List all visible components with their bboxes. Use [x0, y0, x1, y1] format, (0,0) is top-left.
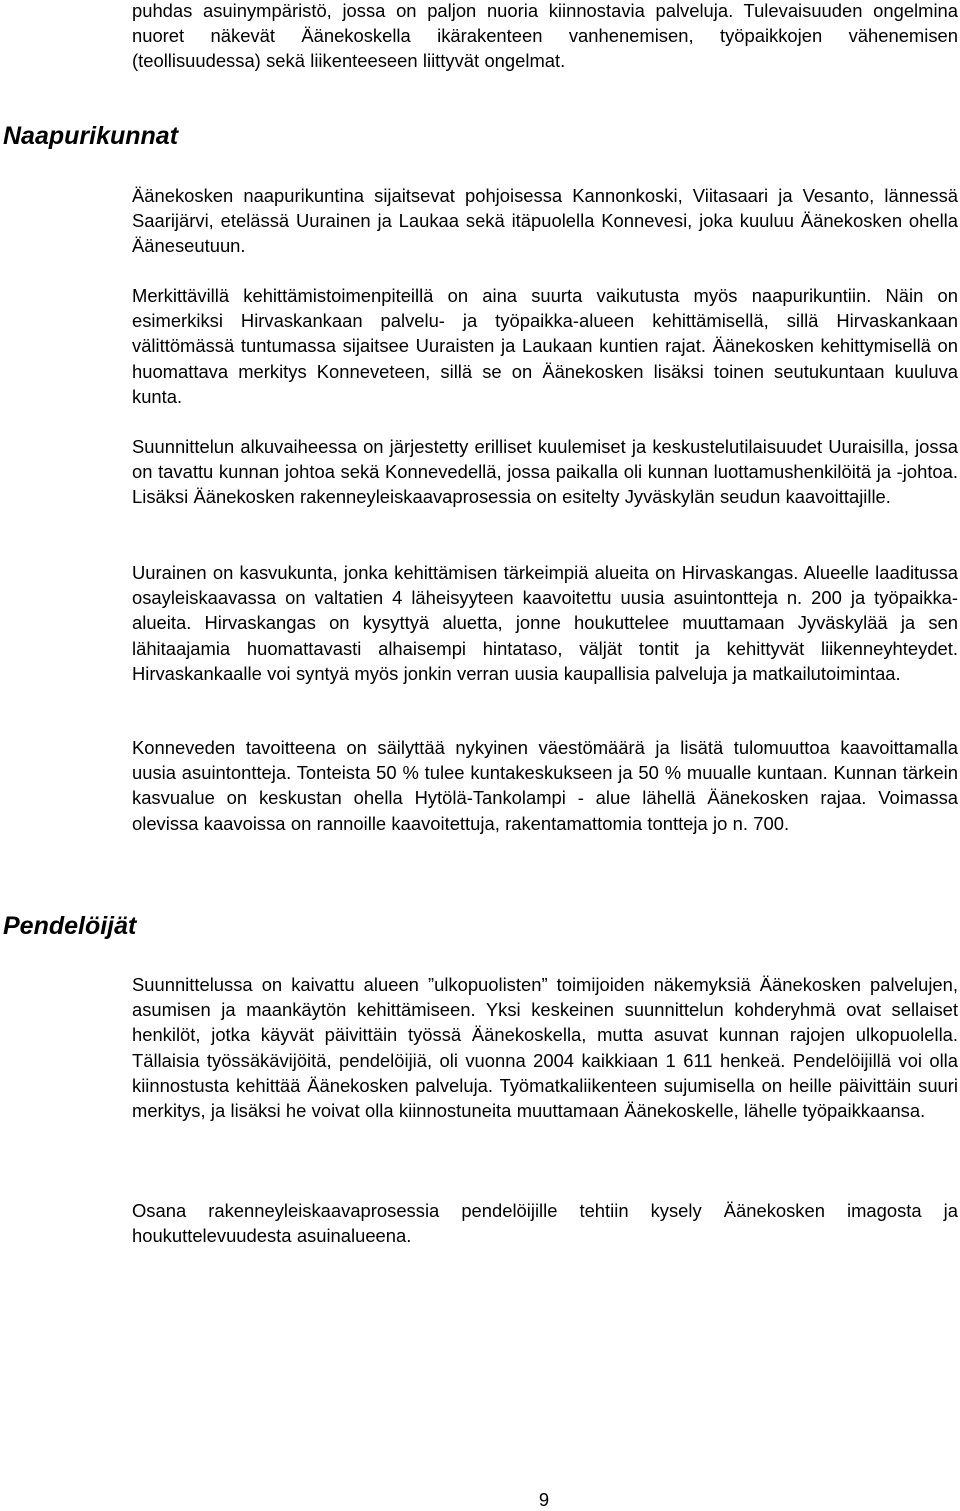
page-number: 9	[538, 1489, 550, 1510]
paragraph-pendeloijat-2: Osana rakenneyleiskaavaprosessia pendelöijille tehtiin kysely Äänekosken imagosta ja houkuttelevuudesta asuinalueena.	[132, 1200, 958, 1247]
paragraph-pendeloijat-1: Suunnittelussa on kaivattu alueen ”ulkopuolisten” toimijoiden näkemyksiä Äänekosken palvelujen, asumisen ja maankäytön kehittämiseen. Yksi keskeinen suunnittelun kohderyhmä ovat sellaiset henkilöt, jotka käyvät päivittäin työssä Äänekoskella, mutta asuvat kunnan rajojen ulkopuolella. Tällaisia työssäkävijöitä, pendelöijiä, oli vuonna 2004 kaikkiaan 1 611 henkeä. Pendelöijillä voi olla kiinnostusta kehittää Äänekosken palveluja. Työmatkaliikenteen sujumisella on heille päivittäin suuri merkitys, ja lisäksi he voivat olla kiinnostuneita muuttamaan Äänekoskelle, lähelle työpaikkaansa.	[132, 974, 958, 1122]
intro-paragraph: puhdas asuinympäristö, jossa on paljon nuoria kiinnostavia palveluja. Tulevaisuuden ongelmina nuoret näkevät Äänekoskella ikärakenteen vanhenemisen, työpaikkojen vähenemisen (teollisuudessa) sekä liikenteeseen liittyvät ongelmat.	[132, 0, 958, 72]
paragraph-naapurikunnat-4: Uurainen on kasvukunta, jonka kehittämisen tärkeimpiä alueita on Hirvaskangas. Alueelle laaditussa osayleiskaavassa on valtatien 4 läheisyyteen kaavoitettu uusia asuintontteja n. 200 ja työpaikka-alueita. Hirvaskangas on kysyttyä aluetta, jonne houkuttelee muuttamaan Jyväskylää ja sen lähitaajamia huomattavasti alhaisempi hintataso, väljät tontit ja kehittyvät liikenneyhteydet. Hirvaskankaalle voi syntyä myös jonkin verran uusia kaupallisia palveluja ja matkailutoimintaa.	[132, 562, 958, 684]
paragraph-naapurikunnat-1: Äänekosken naapurikuntina sijaitsevat pohjoisessa Kannonkoski, Viitasaari ja Vesanto, lännessä Saarijärvi, etelässä Uurainen ja Laukaa sekä itäpuolella Konnevesi, joka kuuluu Äänekosken ohella Ääneseutuun.	[132, 185, 958, 257]
paragraph-naapurikunnat-5: Konneveden tavoitteena on säilyttää nykyinen väestömäärä ja lisätä tulomuuttoa kaavoittamalla uusia asuintontteja. Tonteista 50 % tulee kuntakeskukseen ja 50 % muualle kuntaan. Kunnan tärkein kasvualue on keskustan ohella Hytölä-Tankolampi - alue lähellä Äänekosken rajaa. Voimassa olevissa kaavoissa on rannoille kaavoitettuja, rakentamattomia tontteja jo n. 700.	[132, 737, 958, 834]
heading-naapurikunnat: Naapurikunnat	[3, 122, 179, 150]
heading-pendeloijat: Pendelöijät	[3, 912, 137, 940]
paragraph-naapurikunnat-3: Suunnittelun alkuvaiheessa on järjestetty erilliset kuulemiset ja keskustelutilaisuudet Uuraisilla, jossa on tavattu kunnan johtoa sekä Konnevedellä, jossa paikalla oli kunnan luottamushenkilöitä ja -johtoa. Lisäksi Äänekosken rakenneyleiskaavaprosessia on esitelty Jyväskylän seudun kaavoittajille.	[132, 436, 958, 508]
paragraph-naapurikunnat-2: Merkittävillä kehittämistoimenpiteillä on aina suurta vaikutusta myös naapurikuntiin. Näin on esimerkiksi Hirvaskankaan palvelu- ja työpaikka-alueen kehittämisellä, sillä Hirvaskankaan välittömässä tuntumassa sijaitsee Uuraisten ja Laukaan kuntien rajat. Äänekosken kehittymisellä on huomattava merkitys Konneveteen, sillä se on Äänekosken lisäksi toinen seutukuntaan kuuluva kunta.	[132, 285, 958, 407]
